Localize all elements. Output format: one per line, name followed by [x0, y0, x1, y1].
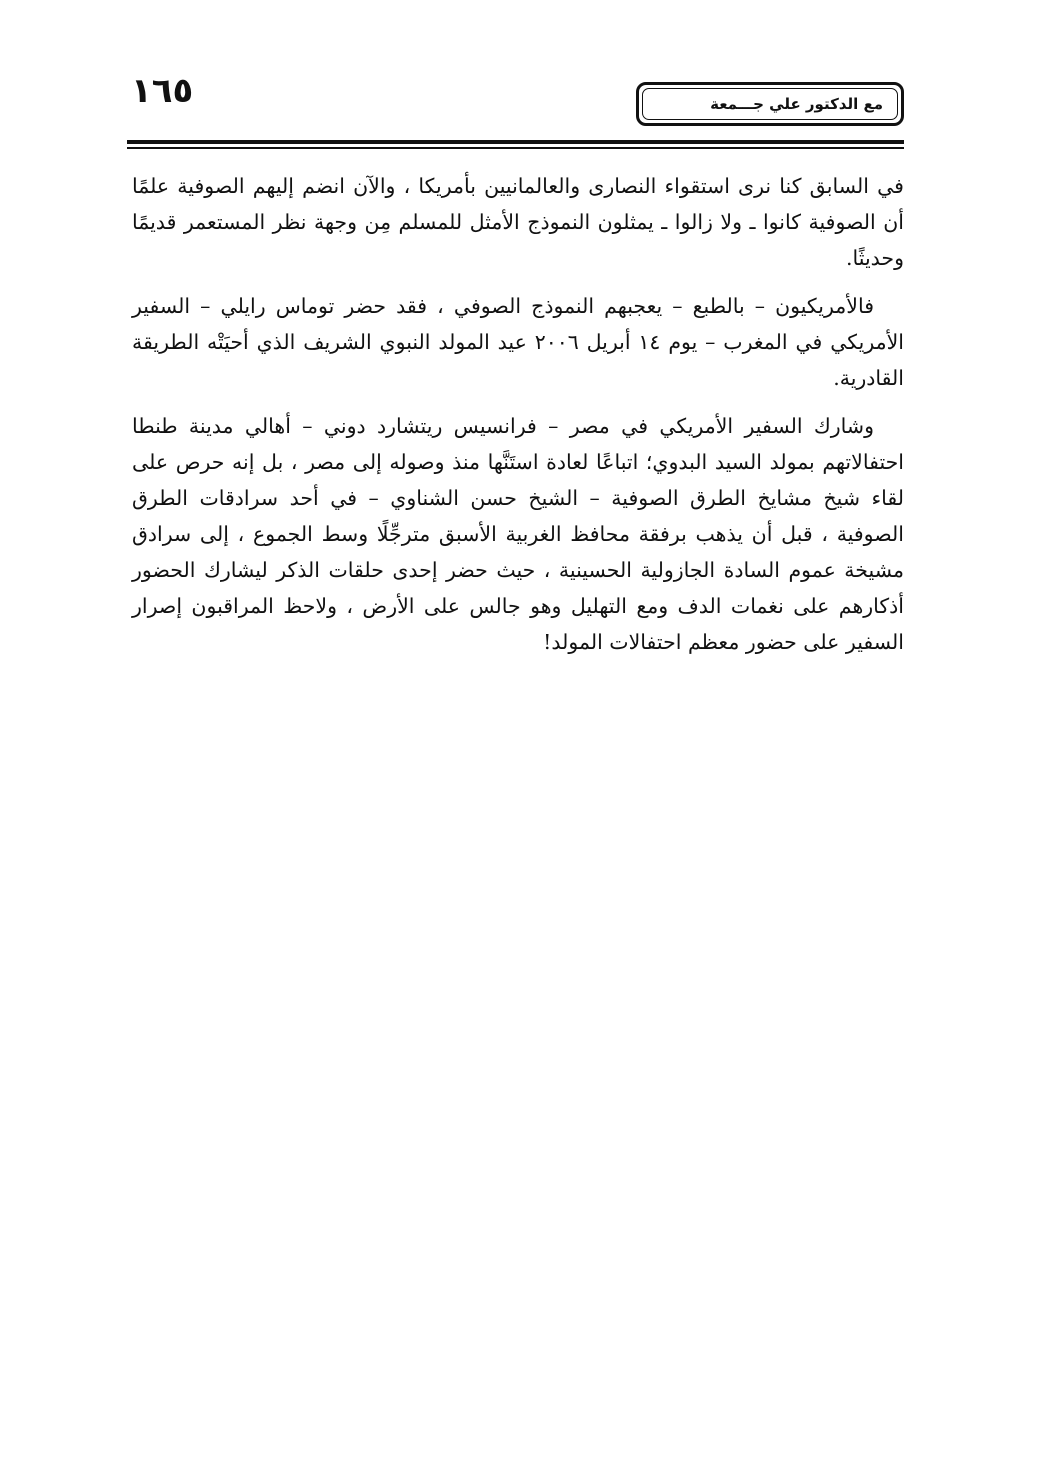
running-header: مع الدكتور علي جـــمعة — [642, 88, 898, 120]
body-text — [132, 168, 904, 672]
paragraph-1: في السابق كنا نرى استقواء النصارى والعالمانيين بأمريكا ، والآن انضم إليهم الصوفية علمًا أن الصوفية كانوا ـ ولا زالوا ـ يمثلون النموذج الأمثل للمسلم مِن وجهة نظر المستعمر قديمًا وحديثًا. — [132, 174, 904, 270]
paragraph-3: وشارك السفير الأمريكي في مصر – فرانسيس ريتشارد دوني – أهالي مدينة طنطا احتفالاتهم بمولد السيد البدوي؛ اتباعًا لعادة استَنَّها منذ وصوله إلى مصر ، بل إنه حرص على لقاء شيخ مشايخ الطرق الصوفية – الشيخ حسن الشناوي – في أحد سرادقات الطرق الصوفية ، قبل أن يذهب برفقة محافظ الغربية الأسبق مترجِّلًا وسط الجموع ، إلى سرادق مشيخة عموم السادة الجازولية الحسينية ، حيث حضر إحدى حلقات الذكر ليشارك الحضور أذكارهم على نغمات الدف ومع التهليل وهو جالس على الأرض ، ولاحظ المراقبون إصرار السفير على حضور معظم احتفالات المولد! — [132, 414, 904, 654]
header-rule-thick — [127, 140, 904, 144]
page-number: ١٦٥ — [131, 71, 194, 111]
running-header-box — [636, 82, 904, 126]
paragraph-2: فالأمريكيون – بالطبع – يعجبهم النموذج الصوفي ، فقد حضر توماس رايلي – السفير الأمريكي في المغرب – يوم ١٤ أبريل ٢٠٠٦ عيد المولد النبوي الشريف الذي أحيَتْه الطريقة القادرية. — [132, 294, 905, 390]
header-rule-thin — [127, 147, 904, 149]
